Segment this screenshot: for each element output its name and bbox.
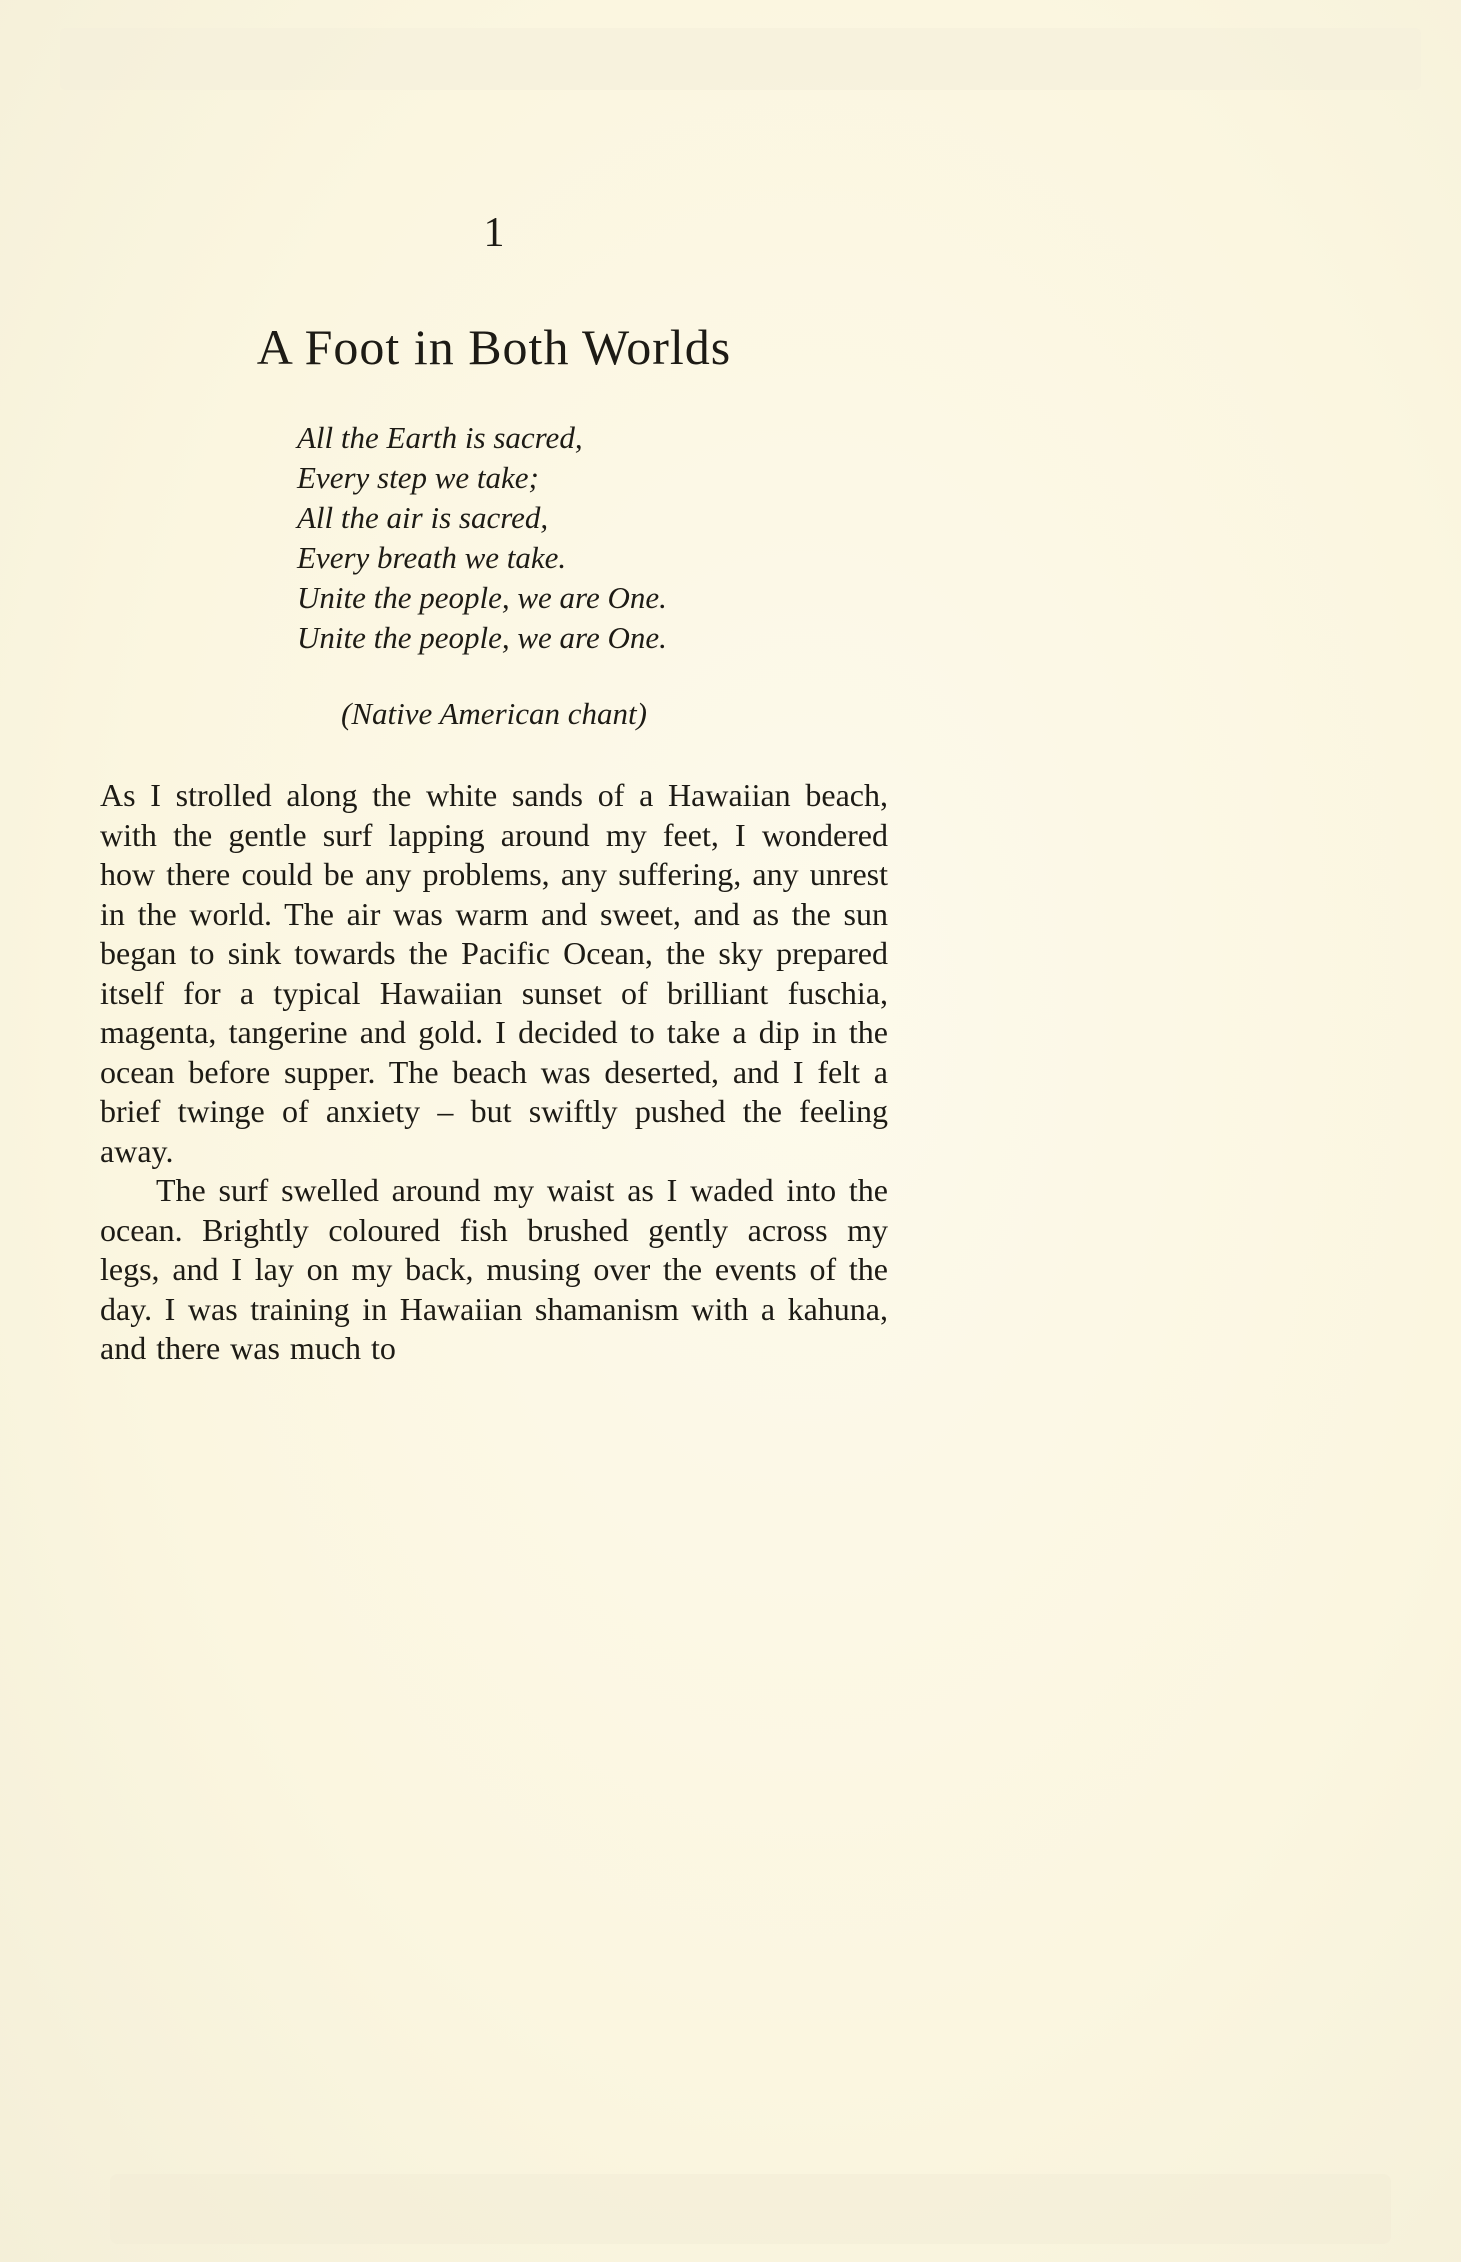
scan-shading-bottom bbox=[110, 2174, 1391, 2244]
chapter-title: A Foot in Both Worlds bbox=[256, 319, 732, 375]
text-block bbox=[100, 212, 888, 1369]
scan-shading-top bbox=[60, 28, 1421, 90]
body-paragraph: As I strolled along the white sands of a Hawaiian beach, with the gentle surf lapping around my feet, I wondered how there could be any problems, any suffering, any unrest in the world. The air was warm and sweet, and as the sun began to sink towards the Pacific Ocean, the sky prepared itself for a typical Hawaiian sunset of brilliant fuschia, magenta, tangerine and gold. I decided to take a dip in the ocean before supper. The beach was deserted, and I felt a brief twinge of anxiety – but swiftly pushed the feeling away. bbox=[100, 777, 888, 1169]
chapter-number: 1 bbox=[483, 210, 505, 256]
epigraph bbox=[297, 418, 888, 658]
body-paragraph: The surf swelled around my waist as I waded into the ocean. Brightly coloured fish brushed gently across my legs, and I lay on my back, musing over the events of the day. I was training in Hawaiian shamanism with a kahuna, and there was much to bbox=[100, 1172, 888, 1366]
epigraph-line: Unite the people, we are One. bbox=[297, 580, 667, 615]
epigraph-line: All the Earth is sacred, bbox=[297, 420, 583, 455]
epigraph-line: Every step we take; bbox=[297, 460, 539, 495]
epigraph-line: Every breath we take. bbox=[297, 540, 567, 575]
epigraph-attribution: (Native American chant) bbox=[341, 696, 647, 731]
epigraph-line: Unite the people, we are One. bbox=[297, 620, 667, 655]
epigraph-line: All the air is sacred, bbox=[297, 500, 549, 535]
